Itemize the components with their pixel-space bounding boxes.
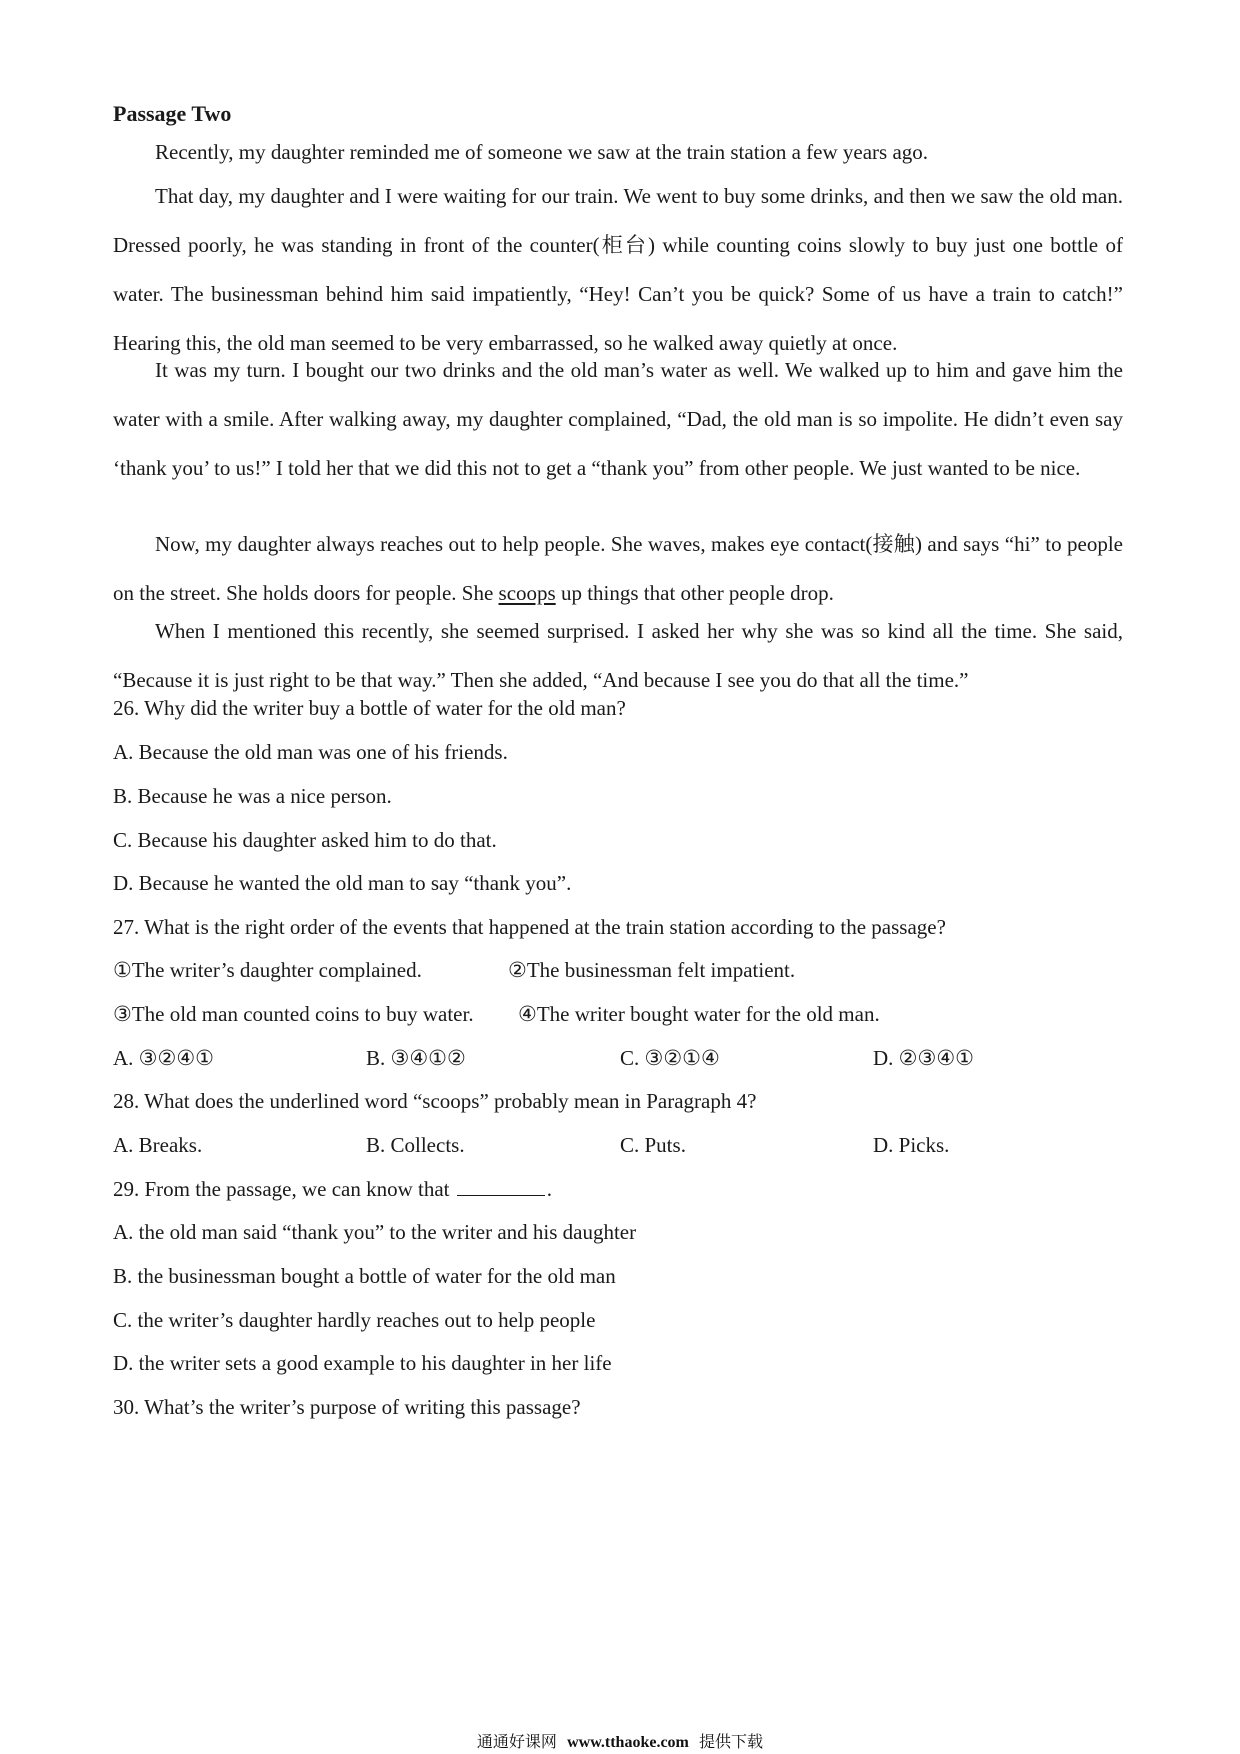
question-27-event-4: ④The writer bought water for the old man.	[518, 1002, 880, 1026]
question-27-option-d: D. ②③④①	[873, 1046, 974, 1070]
footer-download-text: 提供下载	[699, 1732, 764, 1751]
question-28-option-a: A. Breaks.	[113, 1133, 203, 1157]
question-30-stem: 30. What’s the writer’s purpose of writing this passage?	[113, 1395, 581, 1419]
question-27-event-3: ③The old man counted coins to buy water.	[113, 1002, 474, 1026]
paragraph-3: It was my turn. I bought our two drinks and the old man’s water as well. We walked up to him and gave him the water with a smile. After walking away, my daughter complained, “Dad, the old man is so impolite. He didn’t even say ‘thank you’ to us!” I told her that we did this not to get a “thank you” from other people. We just wanted to be nice.	[113, 358, 1123, 480]
question-27-event-1: ①The writer’s daughter complained.	[113, 958, 422, 982]
question-29-option-a: A. the old man said “thank you” to the writer and his daughter	[113, 1220, 637, 1244]
question-29-stem	[113, 1177, 552, 1201]
question-28-option-d: D. Picks.	[873, 1133, 950, 1157]
paragraph-1: Recently, my daughter reminded me of someone we saw at the train station a few years ago.	[155, 140, 929, 164]
paragraph-5: When I mentioned this recently, she seemed surprised. I asked her why she was so kind all the time. She said, “Because it is just right to be that way.” Then she added, “And because I see you do that all the time.”	[113, 619, 1123, 692]
question-27-stem: 27. What is the right order of the events that happened at the train station according to the passage?	[113, 915, 946, 939]
passage-title: Passage Two	[113, 101, 232, 126]
paragraph-4-text: Now, my daughter always reaches out to help people. She waves, makes eye contact(接触) and says “hi” to people on the street. She holds doors for people. She	[113, 532, 1123, 605]
page-footer	[0, 1729, 1240, 1752]
question-26-option-a: A. Because the old man was one of his friends.	[113, 740, 508, 764]
question-28-stem: 28. What does the underlined word “scoops” probably mean in Paragraph 4?	[113, 1089, 757, 1113]
question-29-option-d: D. the writer sets a good example to his daughter in her life	[113, 1351, 612, 1375]
question-26-option-c: C. Because his daughter asked him to do that.	[113, 828, 497, 852]
question-29-option-b: B. the businessman bought a bottle of water for the old man	[113, 1264, 616, 1288]
question-27-option-a: A. ③②④①	[113, 1046, 214, 1070]
paragraph-4	[113, 520, 1123, 618]
question-29-stem-end: .	[546, 1177, 553, 1201]
question-27-option-b: B. ③④①②	[366, 1046, 466, 1070]
footer-website[interactable]: www.tthaoke.com	[567, 1734, 689, 1751]
paragraph-2: That day, my daughter and I were waiting for our train. We went to buy some drinks, and then we saw the old man. Dressed poorly, he was standing in front of the counter(柜台) while counting coins slowly to buy just one bottle of water. The businessman behind him said impatiently, “Hey! Can’t you be quick? Some of us have a train to catch!” Hearing this, the old man seemed to be very embarrassed, so he walked away quietly at once.	[113, 184, 1123, 355]
paragraph-4-text-end: up things that other people drop.	[555, 581, 834, 605]
question-28-option-b: B. Collects.	[366, 1133, 465, 1157]
question-29-stem-text: 29. From the passage, we can know that	[113, 1177, 450, 1201]
question-27-option-c: C. ③②①④	[620, 1046, 720, 1070]
footer-brand: 通通好课网	[476, 1732, 557, 1751]
question-27-event-2: ②The businessman felt impatient.	[508, 958, 796, 982]
question-28-option-c: C. Puts.	[620, 1133, 686, 1157]
question-26-option-d: D. Because he wanted the old man to say “thank you”.	[113, 871, 572, 895]
question-29-option-c: C. the writer’s daughter hardly reaches out to help people	[113, 1308, 596, 1332]
question-26-option-b: B. Because he was a nice person.	[113, 784, 392, 808]
answer-blank	[457, 1179, 545, 1196]
question-26-stem: 26. Why did the writer buy a bottle of water for the old man?	[113, 696, 626, 720]
underlined-word: scoops	[498, 581, 556, 605]
